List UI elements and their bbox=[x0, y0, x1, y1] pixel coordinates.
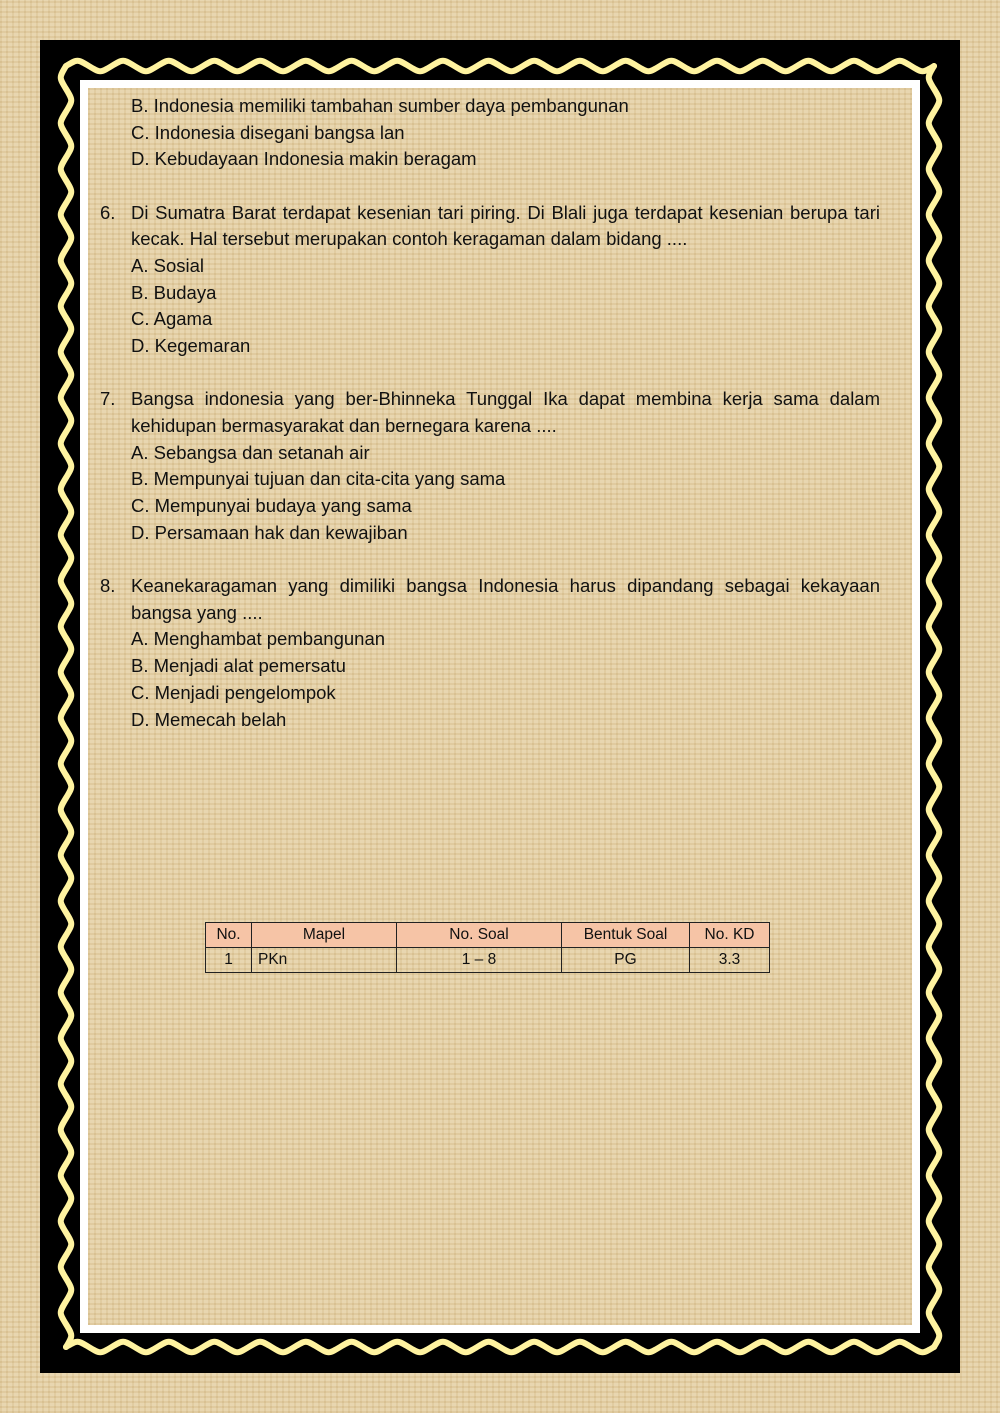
header-mapel: Mapel bbox=[252, 923, 397, 948]
question-6 bbox=[100, 200, 880, 360]
option-d: D. Memecah belah bbox=[131, 708, 287, 730]
header-no: No. bbox=[206, 923, 252, 948]
option-c: C. Mempunyai budaya yang sama bbox=[131, 495, 412, 517]
cell-mapel: PKn bbox=[252, 948, 397, 973]
option-b: B. Budaya bbox=[131, 281, 217, 303]
wave-stroke bbox=[929, 66, 940, 1347]
header-bentuk-soal: Bentuk Soal bbox=[562, 923, 690, 948]
option-d: D. Persamaan hak dan kewajiban bbox=[131, 521, 408, 543]
question-text: Di Sumatra Barat terdapat kesenian tari piring. Di Blali juga terdapat kesenian berupa tari kecak. Hal tersebut merupakan contoh keragaman dalam bidang .... bbox=[131, 201, 880, 250]
option-d: D. Kegemaran bbox=[131, 335, 251, 357]
option-c-q5: C. Indonesia disegani bangsa lan bbox=[131, 121, 405, 143]
continued-options bbox=[100, 93, 880, 173]
wave-stroke bbox=[61, 66, 72, 1347]
question-7 bbox=[100, 386, 880, 546]
option-a: A. Menghambat pembangunan bbox=[131, 628, 386, 650]
option-c: C. Agama bbox=[131, 308, 213, 330]
question-number: 8. bbox=[100, 575, 116, 597]
option-d-q5: D. Kebudayaan Indonesia makin beragam bbox=[131, 148, 477, 170]
question-text: Keanekaragaman yang dimiliki bangsa Indonesia harus dipandang sebagai kekayaan bangsa yang .... bbox=[131, 575, 880, 623]
option-a: A. Sosial bbox=[131, 255, 205, 277]
question-number: 7. bbox=[100, 388, 116, 410]
cell-bentuk-soal: PG bbox=[562, 948, 690, 973]
option-a: A. Sebangsa dan setanah air bbox=[131, 441, 370, 463]
table-row bbox=[206, 948, 770, 973]
table-header-row bbox=[206, 923, 770, 948]
kd-info-table bbox=[205, 922, 770, 973]
option-b-q5: B. Indonesia memiliki tambahan sumber daya pembangunan bbox=[131, 95, 629, 116]
wave-stroke bbox=[66, 61, 934, 72]
question-8 bbox=[100, 573, 880, 733]
header-no-kd: No. KD bbox=[690, 923, 770, 948]
question-number: 6. bbox=[100, 201, 116, 223]
cell-no-kd: 3.3 bbox=[690, 948, 770, 973]
question-list bbox=[100, 93, 880, 733]
wave-stroke bbox=[66, 1342, 934, 1353]
question-text: Bangsa indonesia yang ber-Bhinneka Tunggal Ika dapat membina kerja sama dalam kehidupan bermasyarakat dan bernegara karena .... bbox=[131, 388, 880, 437]
cell-no-soal: 1 – 8 bbox=[397, 948, 562, 973]
cell-no: 1 bbox=[206, 948, 252, 973]
option-b: B. Menjadi alat pemersatu bbox=[131, 655, 346, 677]
option-b: B. Mempunyai tujuan dan cita-cita yang sama bbox=[131, 468, 506, 490]
option-c: C. Menjadi pengelompok bbox=[131, 681, 336, 703]
header-no-soal: No. Soal bbox=[397, 923, 562, 948]
